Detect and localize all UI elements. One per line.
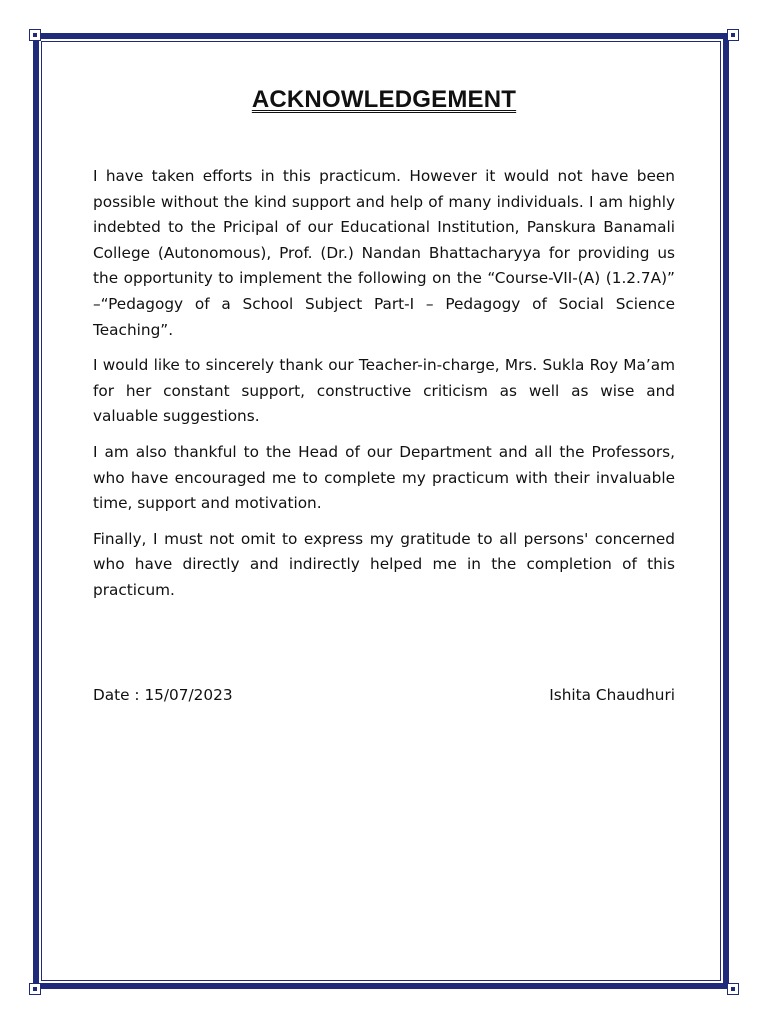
acknowledgement-body [93,164,675,614]
page-title [0,86,768,114]
signature-row [93,683,675,708]
border-corner-bottom-right [727,983,739,995]
border-corner-bottom-left [29,983,41,995]
date-line: Date : 15/07/2023 [93,686,233,704]
signature-name: Ishita Chaudhuri [549,686,675,704]
paragraph-2: I would like to sincerely thank our Teacher-in-charge, Mrs. Sukla Roy Ma’am for her constant support, constructive criticism as well as wise and valuable suggestions. [93,356,675,426]
border-corner-top-right [727,29,739,41]
paragraph-1: I have taken efforts in this practicum. However it would not have been possible without the kind support and help of many individuals. I am highly indebted to the Pricipal of our Educational Institution, Panskura Banamali College (Autonomous), Prof. (Dr.) Nandan Bhattacharyya for providing us the opportunity to implement the following on the “Course-VII-(A) (1.2.7A)” –“Pedagogy of a School Subject Part-I – Pedagogy of Social Science Teaching”. [93,167,675,339]
border-corner-top-left [29,29,41,41]
paragraph-4: Finally, I must not omit to express my gratitude to all persons' concerned who have directly and indirectly helped me in the completion of this practicum. [93,529,675,599]
paragraph-3: I am also thankful to the Head of our Department and all the Professors, who have encouraged me to complete my practicum with their invaluable time, support and motivation. [93,442,675,513]
page-title-text: ACKNOWLEDGEMENT [251,86,517,113]
